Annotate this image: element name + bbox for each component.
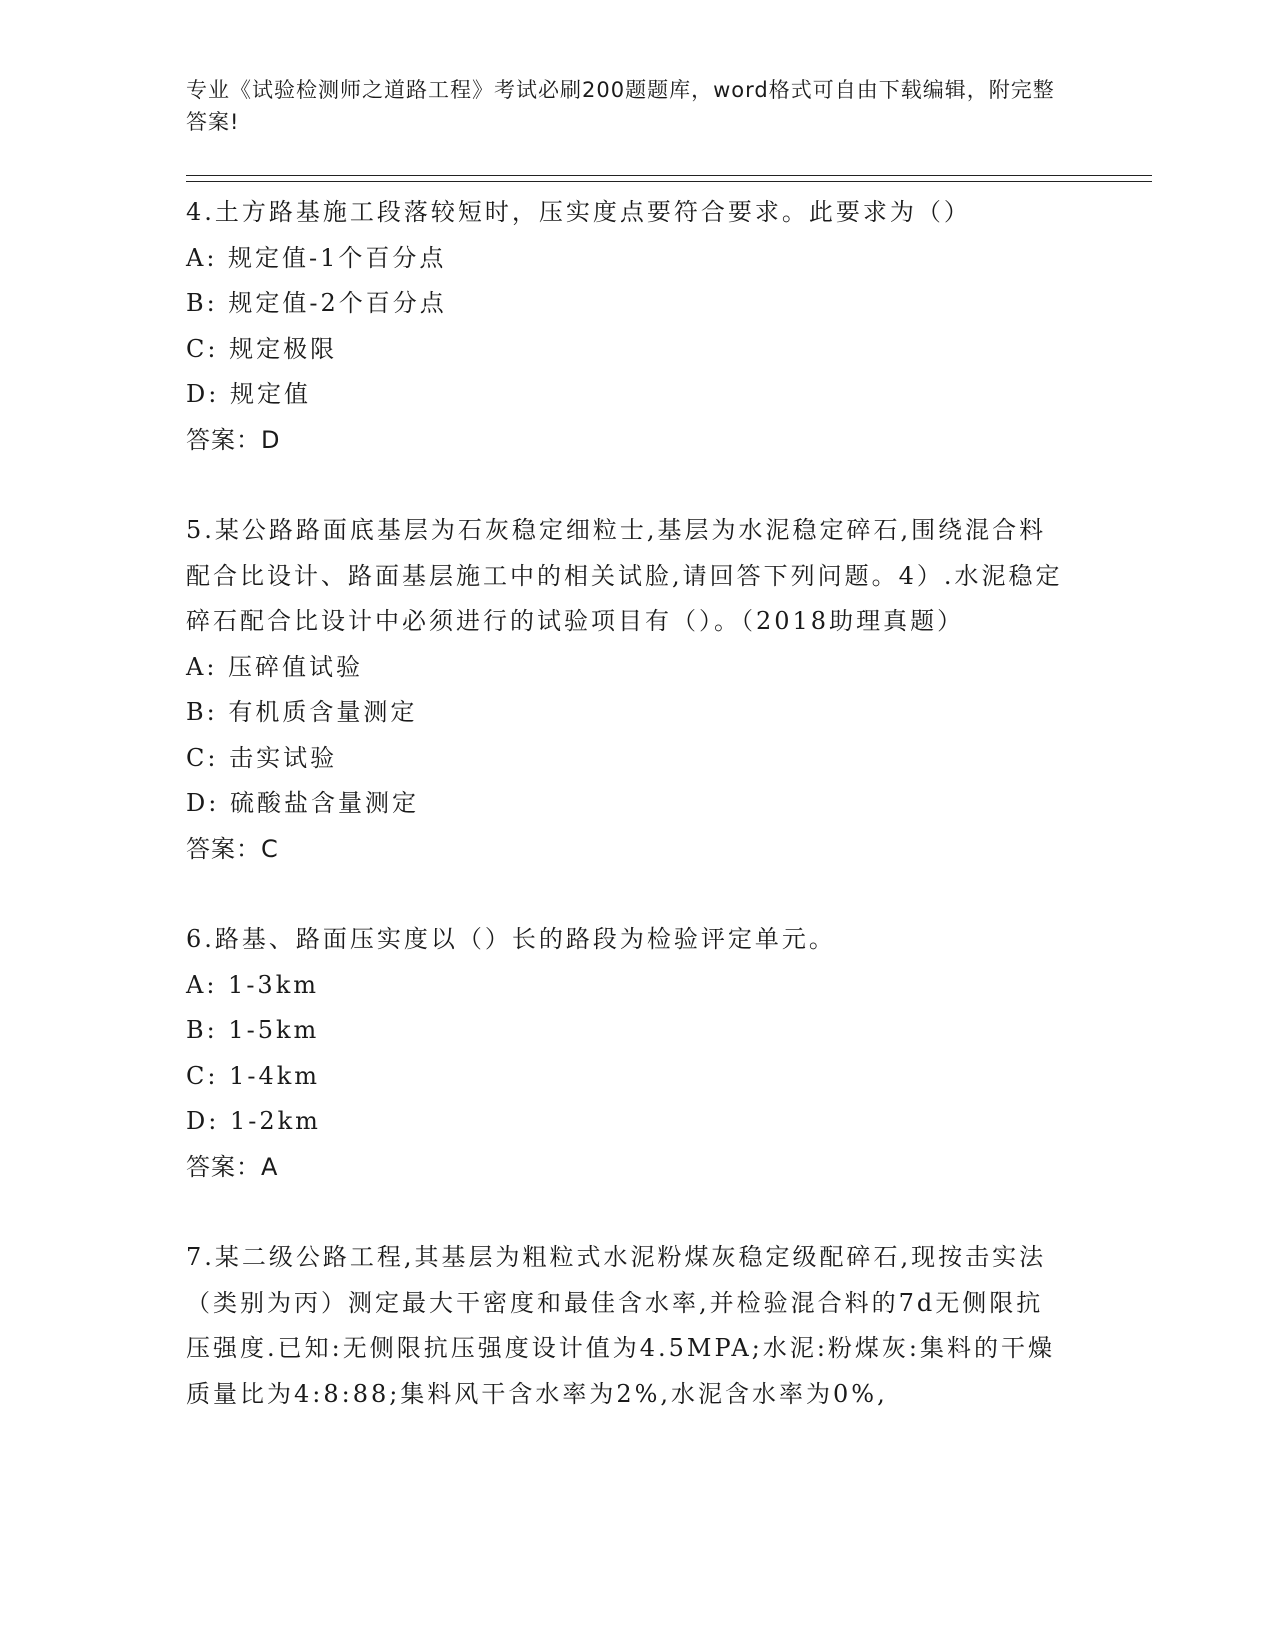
question-4 xyxy=(186,190,1066,463)
option-b: B: 规定值-2个百分点 xyxy=(186,289,447,317)
answer-line: 答案：D xyxy=(186,425,281,454)
option-d: D: 1-2km xyxy=(186,1107,321,1135)
option-b: B: 有机质含量测定 xyxy=(186,698,418,726)
option-a: A: 压碎值试验 xyxy=(186,652,364,681)
question-7 xyxy=(186,1235,1066,1417)
question-5 xyxy=(186,508,1066,872)
document-header xyxy=(186,74,1066,138)
question-stem: 7.某二级公路工程,其基层为粗粒式水泥粉煤灰稳定级配碎石,现按击实法（类别为丙）测定最大干密度和最佳含水率,并检验混合料的7d无侧限抗压强度.已知:无侧限抗压强度设计值为4.5MPA;水泥:粉煤灰:集料的干燥质量比为4:8:88;集料风干含水率为2%,水泥含水率为0%, xyxy=(186,1243,1055,1408)
option-d: D: 规定值 xyxy=(186,380,311,408)
option-c: C: 击实试验 xyxy=(186,743,338,772)
option-c: C: 1-4km xyxy=(186,1061,321,1090)
header-rule-bottom xyxy=(186,181,1152,182)
option-a: A: 规定值-1个百分点 xyxy=(186,243,447,272)
question-stem: 6.路基、路面压实度以（）长的路段为检验评定单元。 xyxy=(186,925,836,953)
option-b: B: 1-5km xyxy=(186,1016,320,1044)
option-c: C: 规定极限 xyxy=(186,334,338,363)
option-d: D: 硫酸盐含量测定 xyxy=(186,789,419,817)
question-spacer xyxy=(186,872,1066,917)
question-spacer xyxy=(186,463,1066,508)
header-title: 专业《试验检测师之道路工程》考试必刷200题题库，word格式可自由下载编辑，附完整答案! xyxy=(186,78,1055,134)
question-list xyxy=(186,190,1066,1417)
question-stem: 5.某公路路面底基层为石灰稳定细粒士,基层为水泥稳定碎石,围绕混合料配合比设计、路面基层施工中的相关试脸,请回答下列问题。4）.水泥稳定碎石配合比设计中必须进行的试验项目有（）。（2018助理真题） xyxy=(186,516,1063,635)
header-rule-top xyxy=(186,175,1152,176)
answer-line: 答案：C xyxy=(186,834,279,863)
option-a: A: 1-3km xyxy=(186,970,319,999)
question-stem: 4.土方路基施工段落较短时，压实度点要符合要求。此要求为（） xyxy=(186,198,971,226)
question-spacer xyxy=(186,1190,1066,1235)
answer-line: 答案：A xyxy=(186,1152,279,1181)
question-6 xyxy=(186,917,1066,1190)
